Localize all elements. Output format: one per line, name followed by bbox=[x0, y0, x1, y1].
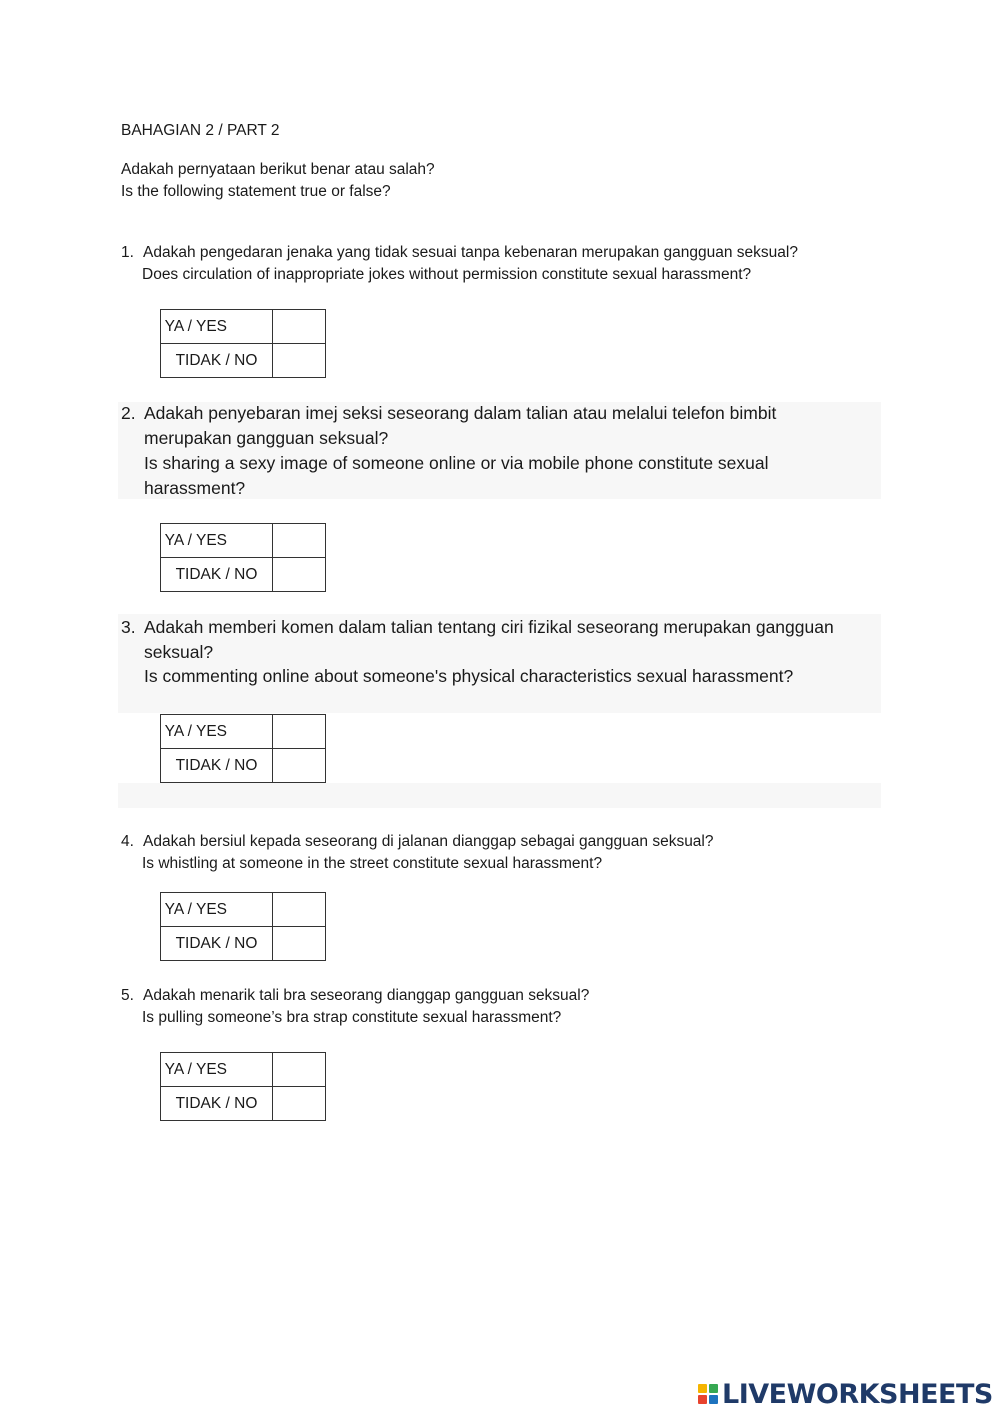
question-text-malay: Adakah pengedaran jenaka yang tidak sesuai tanpa kebenaran merupakan gangguan seksual? bbox=[143, 244, 798, 261]
answer-table bbox=[160, 1052, 326, 1121]
no-answer-box[interactable] bbox=[273, 927, 326, 961]
question-number: 3. bbox=[121, 617, 136, 637]
answer-table bbox=[160, 309, 326, 378]
answer-table bbox=[160, 714, 326, 783]
answer-table bbox=[160, 892, 326, 961]
yes-answer-box[interactable] bbox=[273, 310, 326, 344]
question-text-english: Is whistling at someone in the street constitute sexual harassment? bbox=[142, 855, 603, 872]
yes-label: YA / YES bbox=[161, 310, 273, 344]
brand-name: LIVEWORKSHEETS bbox=[722, 1378, 993, 1410]
question-number: 1. bbox=[121, 244, 134, 261]
no-label: TIDAK / NO bbox=[161, 1087, 273, 1121]
no-label: TIDAK / NO bbox=[161, 927, 273, 961]
question-text-english: Does circulation of inappropriate jokes without permission constitute sexual harassment? bbox=[142, 266, 752, 283]
yes-label: YA / YES bbox=[161, 893, 273, 927]
no-label: TIDAK / NO bbox=[161, 344, 273, 378]
question-text-english: Is commenting online about someone's physical characteristics sexual harassment? bbox=[144, 666, 794, 686]
liveworksheets-logo-icon bbox=[698, 1384, 718, 1404]
page-title: BAHAGIAN 2 / PART 2 bbox=[121, 122, 280, 139]
question-text-malay: Adakah menarik tali bra seseorang dianggap gangguan seksual? bbox=[143, 987, 590, 1004]
yes-label: YA / YES bbox=[161, 715, 273, 749]
no-answer-box[interactable] bbox=[273, 558, 326, 592]
question-number: 5. bbox=[121, 987, 134, 1004]
no-answer-box[interactable] bbox=[273, 344, 326, 378]
instruction-malay: Adakah pernyataan berikut benar atau salah? bbox=[121, 161, 435, 178]
answer-row-yes bbox=[161, 310, 326, 344]
question-text-english: Is sharing a sexy image of someone online or via mobile phone constitute sexual bbox=[144, 453, 769, 473]
answer-row-no bbox=[161, 927, 326, 961]
answer-row-no bbox=[161, 749, 326, 783]
instruction-english: Is the following statement true or false? bbox=[121, 183, 391, 200]
question-text-malay-cont: seksual? bbox=[144, 642, 214, 662]
question-highlight-bottom bbox=[118, 783, 881, 808]
question-text-malay: Adakah memberi komen dalam talian tentang ciri fizikal seseorang merupakan gangguan bbox=[144, 617, 834, 637]
question-text-english: Is pulling someone’s bra strap constitute sexual harassment? bbox=[142, 1009, 562, 1026]
no-answer-box[interactable] bbox=[273, 1087, 326, 1121]
question-text-malay: Adakah penyebaran imej seksi seseorang dalam talian atau melalui telefon bimbit bbox=[144, 403, 777, 423]
yes-answer-box[interactable] bbox=[273, 715, 326, 749]
answer-row-no bbox=[161, 1087, 326, 1121]
yes-label: YA / YES bbox=[161, 1053, 273, 1087]
no-label: TIDAK / NO bbox=[161, 749, 273, 783]
answer-row-no bbox=[161, 558, 326, 592]
liveworksheets-logo[interactable] bbox=[698, 1376, 993, 1412]
yes-label: YA / YES bbox=[161, 524, 273, 558]
question-text-malay-cont: merupakan gangguan seksual? bbox=[144, 428, 389, 448]
question-number: 4. bbox=[121, 833, 134, 850]
answer-row-yes bbox=[161, 715, 326, 749]
yes-answer-box[interactable] bbox=[273, 524, 326, 558]
no-label: TIDAK / NO bbox=[161, 558, 273, 592]
question-number: 2. bbox=[121, 403, 136, 423]
question-text-english-cont: harassment? bbox=[144, 478, 246, 498]
answer-row-no bbox=[161, 344, 326, 378]
answer-table bbox=[160, 523, 326, 592]
answer-row-yes bbox=[161, 1053, 326, 1087]
question-text-malay: Adakah bersiul kepada seseorang di jalanan dianggap sebagai gangguan seksual? bbox=[143, 833, 714, 850]
answer-row-yes bbox=[161, 524, 326, 558]
yes-answer-box[interactable] bbox=[273, 893, 326, 927]
no-answer-box[interactable] bbox=[273, 749, 326, 783]
answer-row-yes bbox=[161, 893, 326, 927]
yes-answer-box[interactable] bbox=[273, 1053, 326, 1087]
